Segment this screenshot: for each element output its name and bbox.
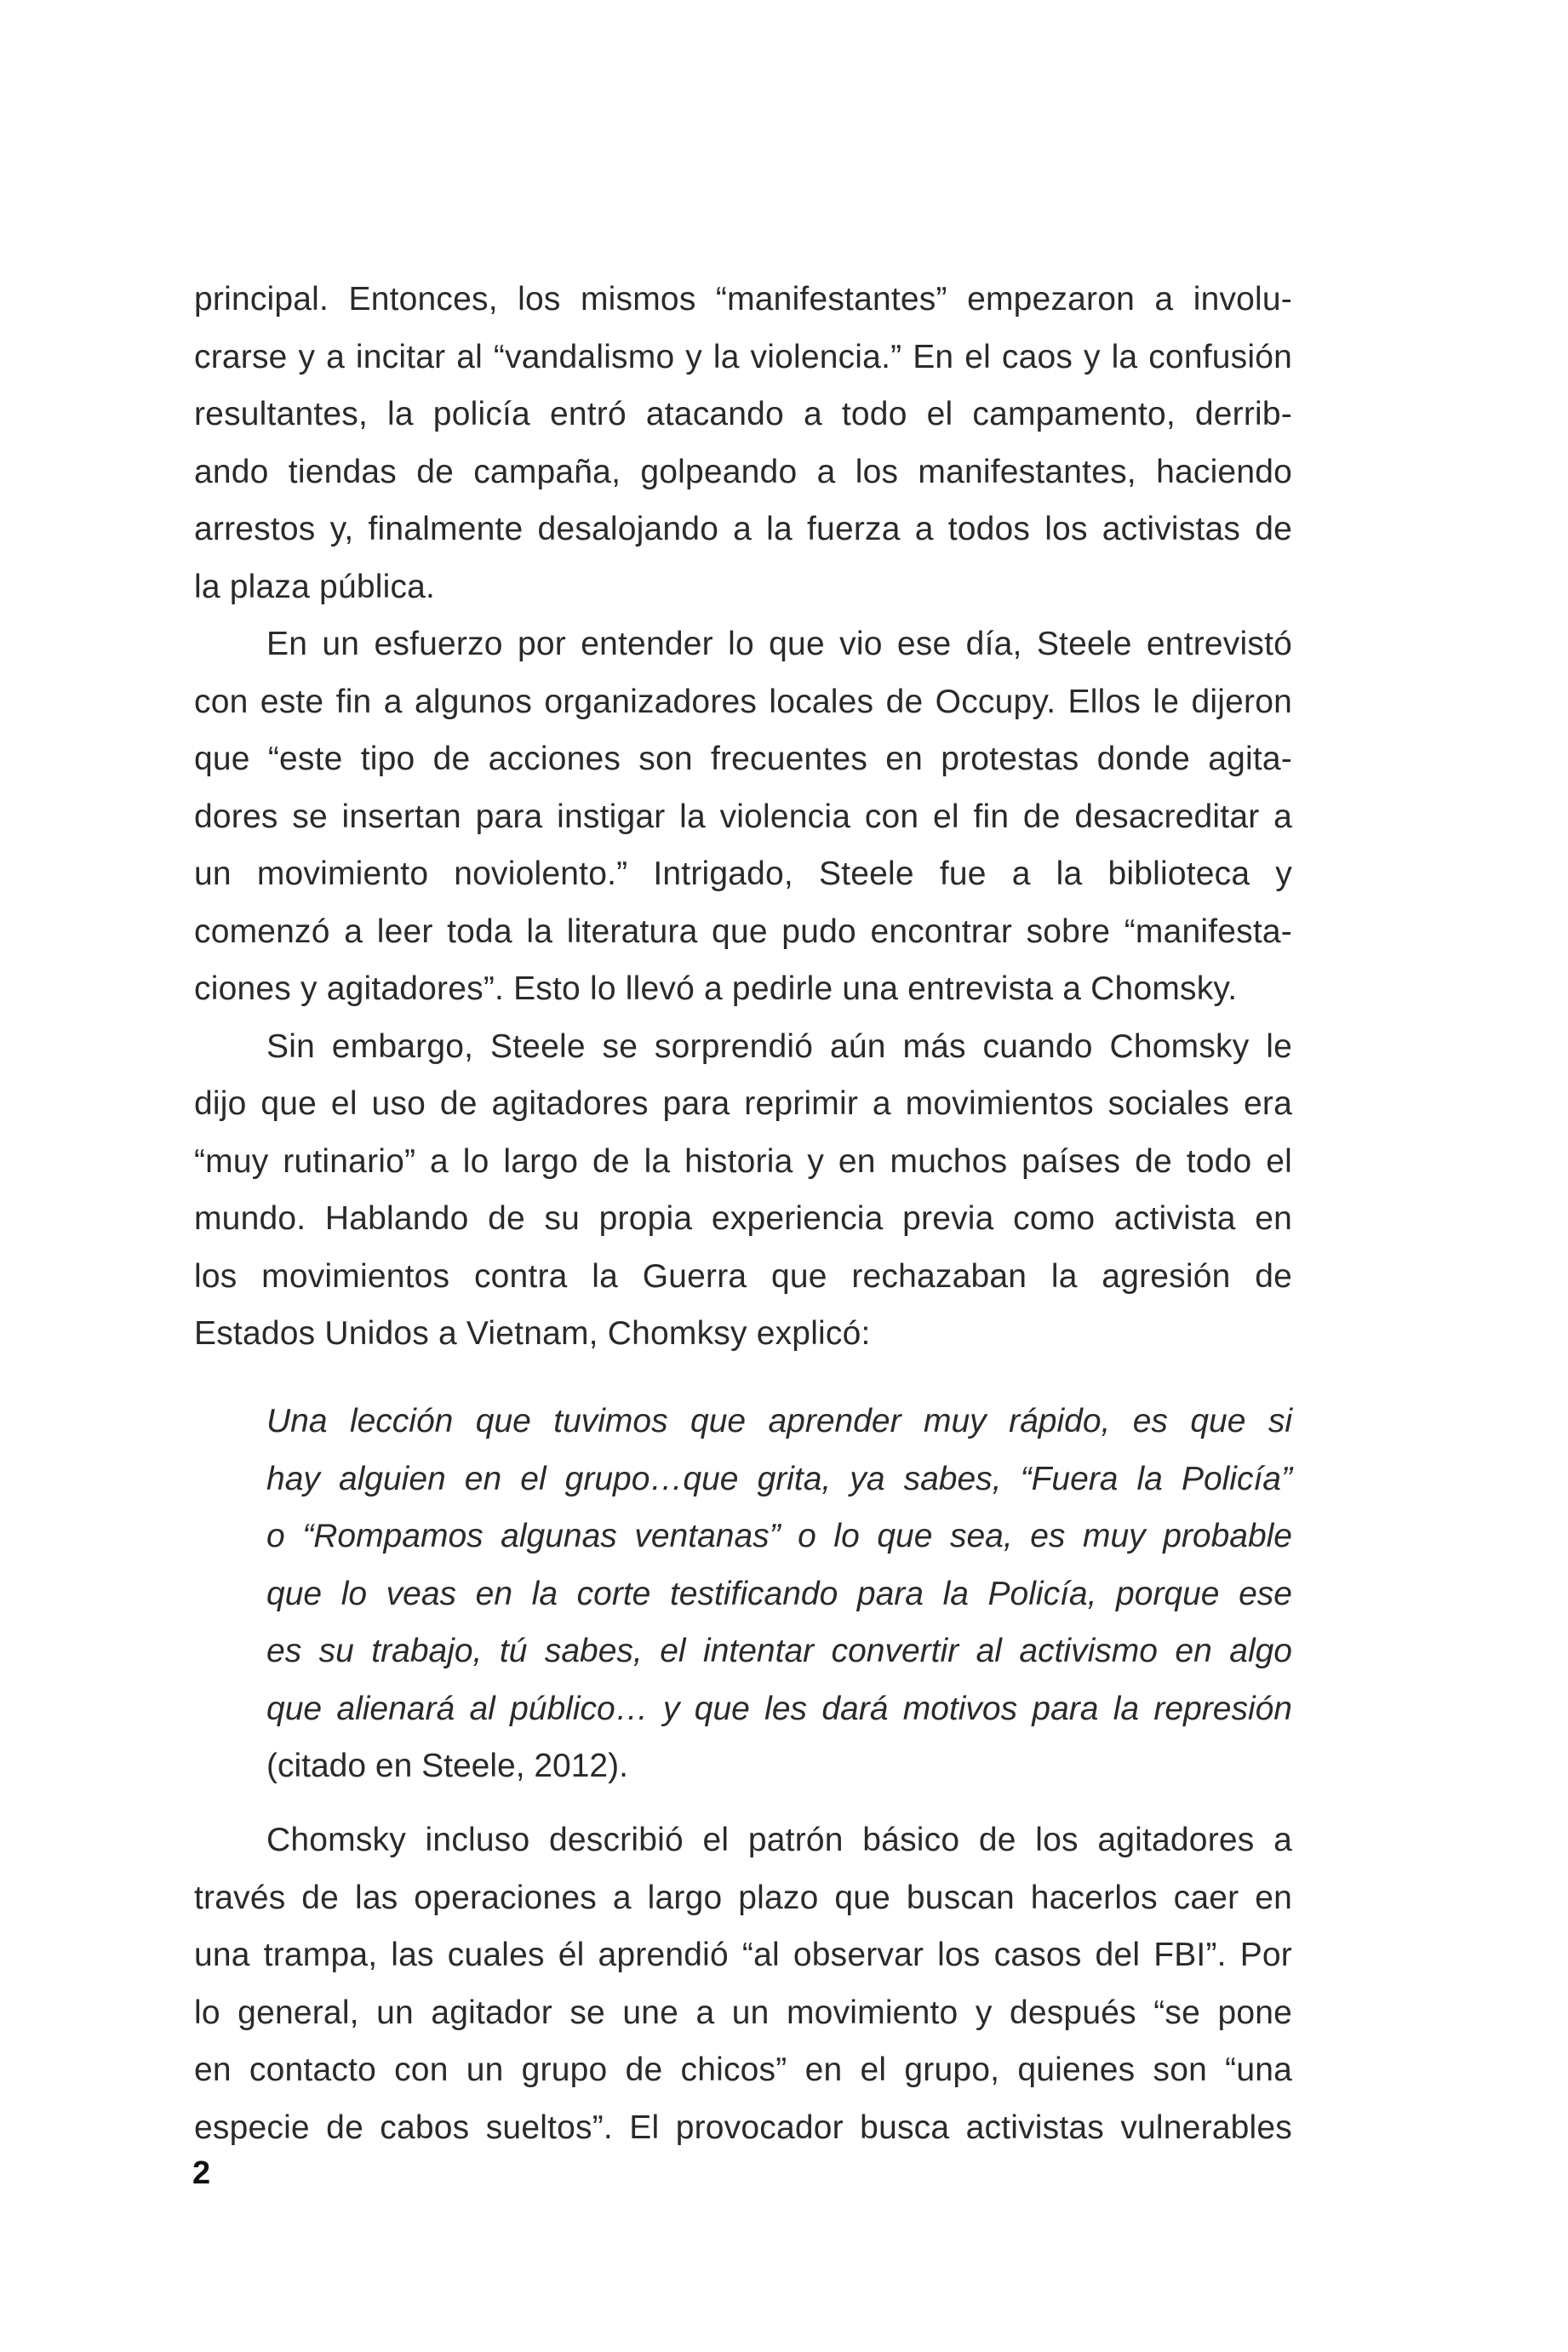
text-line: la plaza pública. — [194, 568, 436, 605]
text-line: través de las operaciones a largo plazo que buscan hacerlos caer en — [194, 1879, 1292, 1916]
text-line: los movimientos contra la Guerra que rechazaban la agresión de — [194, 1257, 1292, 1295]
text-line: resultantes, la policía entró atacando a todo el campamento, derrib- — [194, 396, 1292, 432]
block-quote — [266, 1393, 1292, 1795]
text-line: lo general, un agitador se une a un movimiento y después “se pone — [194, 1994, 1292, 2031]
quote-line: hay alguien en el grupo…que grita, ya sabes, “Fuera la Policía” — [266, 1460, 1292, 1497]
text-line: Estados Unidos a Vietnam, Chomksy explicó: — [194, 1315, 871, 1352]
text-line: con este fin a algunos organizadores locales de Occupy. Ellos le dijeron — [194, 683, 1292, 720]
text-line: Chomsky incluso describió el patrón básico de los agitadores a — [266, 1822, 1292, 1858]
quote-citation: (citado en Steele, 2012). — [266, 1748, 628, 1784]
text-line: mundo. Hablando de su propia experiencia previa como activista en — [194, 1200, 1292, 1237]
quote-line: que alienará al público… y que les dará motivos para la represión — [266, 1690, 1292, 1727]
quote-line: o “Rompamos algunas ventanas” o lo que sea, es muy probable — [266, 1518, 1292, 1554]
text-line: ciones y agitadores”. Esto lo llevó a pedirle una entrevista a Chomsky. — [194, 970, 1238, 1007]
text-line: principal. Entonces, los mismos “manifestantes” empezaron a involu- — [194, 281, 1292, 318]
text-line: comenzó a leer toda la literatura que pudo encontrar sobre “manifesta- — [194, 913, 1292, 950]
text-line: En un esfuerzo por entender lo que vio ese día, Steele entrevistó — [266, 626, 1292, 662]
text-line: especie de cabos sueltos”. El provocador busca activistas vulnerables — [194, 2109, 1292, 2146]
text-line: dores se insertan para instigar la violencia con el fin de desacreditar a — [194, 798, 1292, 835]
text-line: arrestos y, finalmente desalojando a la fuerza a todos los activistas de — [194, 511, 1292, 547]
body-text-continued — [194, 1811, 1292, 2156]
page-number: 2 — [192, 2155, 211, 2191]
body-text — [194, 271, 1292, 1363]
text-line: dijo que el uso de agitadores para reprimir a movimientos sociales era — [194, 1085, 1292, 1122]
text-line: una trampa, las cuales él aprendió “al observar los casos del FBI”. Por — [194, 1937, 1292, 1973]
quote-line: que lo veas en la corte testificando para la Policía, porque ese — [266, 1575, 1292, 1612]
text-line: que “este tipo de acciones son frecuentes en protestas donde agita- — [194, 741, 1292, 777]
text-line: un movimiento noviolento.” Intrigado, Steele fue a la biblioteca y — [194, 856, 1292, 892]
text-line: crarse y a incitar al “vandalismo y la violencia.” En el caos y la confusión — [194, 338, 1292, 375]
text-line: “muy rutinario” a lo largo de la historia y en muchos países de todo el — [194, 1142, 1292, 1180]
quote-line: Una lección que tuvimos que aprender muy rápido, es que si — [266, 1403, 1292, 1439]
text-line: en contacto con un grupo de chicos” en el grupo, quienes son “una — [194, 2052, 1292, 2088]
text-line: Sin embargo, Steele se sorprendió aún más cuando Chomsky le — [266, 1027, 1292, 1065]
text-line: ando tiendas de campaña, golpeando a los manifestantes, haciendo — [194, 453, 1292, 490]
quote-line: es su trabajo, tú sabes, el intentar convertir al activismo en algo — [266, 1633, 1292, 1669]
